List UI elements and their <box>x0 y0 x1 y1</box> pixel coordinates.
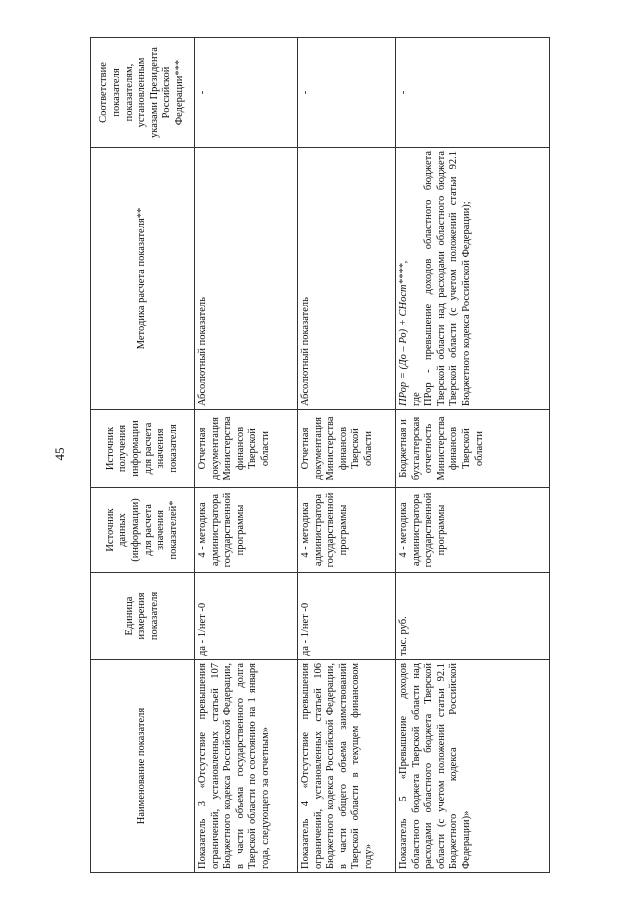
indicator-table <box>90 37 550 873</box>
indicator-data-source: 4 - методика администратора государственной программы <box>298 488 396 573</box>
indicator-method <box>396 148 550 410</box>
header-compliance: Соответствие показателя показателям, установленным указами Президента Российской Федерации*** <box>91 38 195 148</box>
indicator-data-source: 4 - методика администратора государственной программы <box>195 488 298 573</box>
header-method: Методика расчета показателя** <box>91 148 195 410</box>
table-row <box>298 38 396 873</box>
table-row <box>396 38 550 873</box>
rotated-table-container <box>90 38 550 873</box>
method-where: где <box>410 392 422 406</box>
method-description: ПРор - превышение доходов областного бюджета Тверской области над расходами областного бюджета Тверской области (с учетом положений статьи 92.1 Бюджетного кодекса Российской Федерации); <box>423 151 472 406</box>
indicator-compliance: - <box>396 38 550 148</box>
indicator-method: Абсолютный показатель <box>298 148 396 410</box>
header-info-source: Источник получения информации для расчета значения показателя <box>91 410 195 488</box>
page-number: 45 <box>52 447 67 461</box>
method-formula: ПРор = (До – Ро) + СНост****, <box>398 260 409 406</box>
indicator-name: Показатель 5 «Превышение доходов областного бюджета Тверской области над расходами областного бюджета Тверской области (с учетом положений статьи 92.1 Бюджетного кодекса Российской Федерации)» <box>396 660 550 873</box>
indicator-compliance: - <box>195 38 298 148</box>
header-row <box>91 38 195 873</box>
indicator-info-source: Отчетная документация Министерства финансов Тверской области <box>195 410 298 488</box>
indicator-unit: да - 1/нет -0 <box>298 573 396 660</box>
header-data-source: Источник данных (информации) для расчета значения показателей* <box>91 488 195 573</box>
indicator-info-source: Бюджетная и бухгалтерская отчетность Министерства финансов Тверской области <box>396 410 550 488</box>
indicator-unit: да - 1/нет -0 <box>195 573 298 660</box>
table-row <box>195 38 298 873</box>
indicator-compliance: - <box>298 38 396 148</box>
indicator-name: Показатель 4 «Отсутствие превышения ограничений, установленных статьей 106 Бюджетного кодекса Российской Федерации, в части общего объема заимствований Тверской области в текущем финансовом году» <box>298 660 396 873</box>
indicator-name: Показатель 3 «Отсутствие превышения ограничений, установленных статьей 107 Бюджетного кодекса Российской Федерации, в части объема государственного долга Тверской области по состоянию на 1 января года, следующего за отчетным» <box>195 660 298 873</box>
indicator-method: Абсолютный показатель <box>195 148 298 410</box>
indicator-data-source: 4 - методика администратора государственной программы <box>396 488 550 573</box>
header-name: Наименование показателя <box>91 660 195 873</box>
indicator-info-source: Отчетная документация Министерства финансов Тверской области <box>298 410 396 488</box>
header-unit: Единица измерения показателя <box>91 573 195 660</box>
indicator-unit: тыс. руб. <box>396 573 550 660</box>
